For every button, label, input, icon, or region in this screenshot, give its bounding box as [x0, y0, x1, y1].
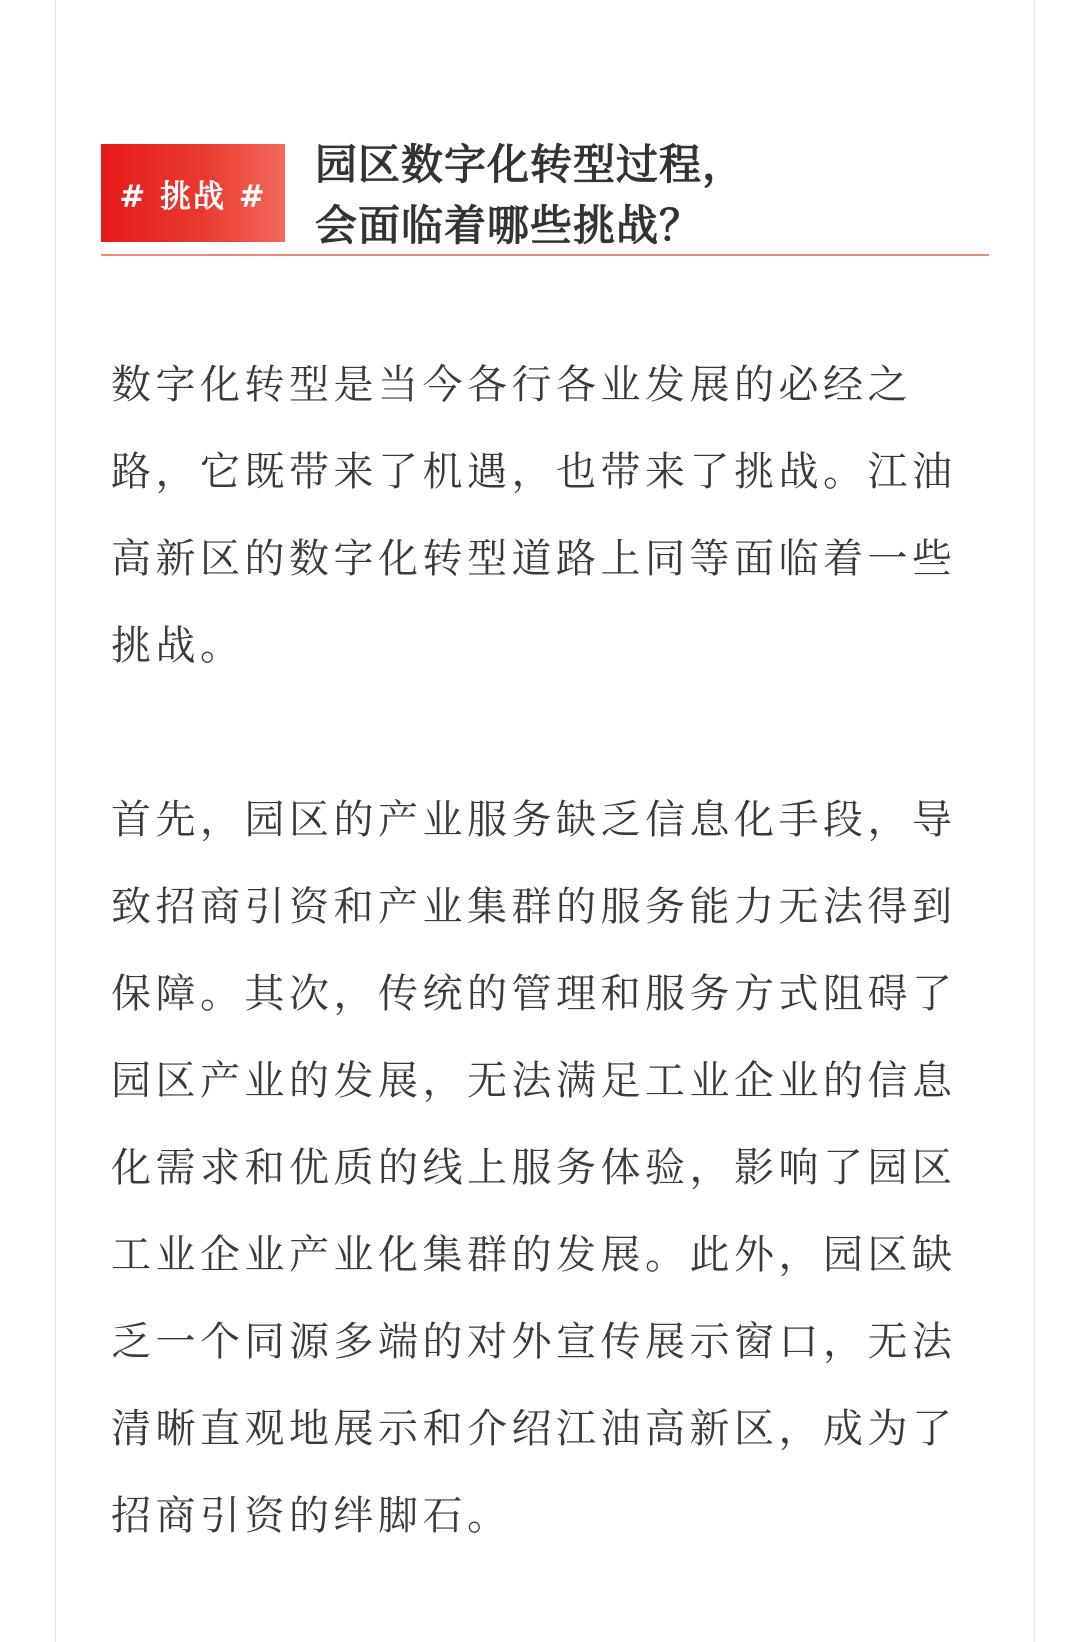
paragraph-line: 保障。其次，传统的管理和服务方式阻碍了 [111, 971, 957, 1017]
paragraph-line: 挑战。 [111, 623, 245, 669]
paragraph-spacer [111, 690, 981, 777]
paragraph-line: 乏一个同源多端的对外宣传展示窗口，无法 [111, 1319, 957, 1365]
section-header [101, 134, 989, 256]
paragraph-line: 首先，园区的产业服务缺乏信息化手段，导 [111, 797, 957, 843]
section-title-line: 园区数字化转型过程， [315, 140, 746, 189]
paragraph-line: 致招商引资和产业集群的服务能力无法得到 [111, 884, 957, 930]
paragraph-line: 招商引资的绊脚石。 [111, 1493, 512, 1539]
paragraph-intro [111, 342, 981, 690]
paragraph-line: 数字化转型是当今各行各业发展的必经之 [111, 362, 912, 408]
paragraph-line: 高新区的数字化转型道路上同等面临着一些 [111, 536, 957, 582]
paragraph-line: 园区产业的发展，无法满足工业企业的信息 [111, 1058, 957, 1104]
paragraph-line: 路，它既带来了机遇，也带来了挑战。江油 [111, 449, 957, 495]
paragraph-line: 清晰直观地展示和介绍江油高新区，成为了 [111, 1406, 957, 1452]
section-title [315, 134, 975, 256]
article-body [111, 342, 981, 1560]
paragraph-line: 化需求和优质的线上服务体验，影响了园区 [111, 1145, 957, 1191]
section-title-line: 会面临着哪些挑战？ [315, 201, 703, 250]
header-divider [101, 254, 989, 256]
paragraph-challenges [111, 777, 981, 1560]
paragraph-line: 工业企业产业化集群的发展。此外，园区缺 [111, 1232, 957, 1278]
challenge-tag-badge: # 挑战 # [101, 144, 285, 242]
